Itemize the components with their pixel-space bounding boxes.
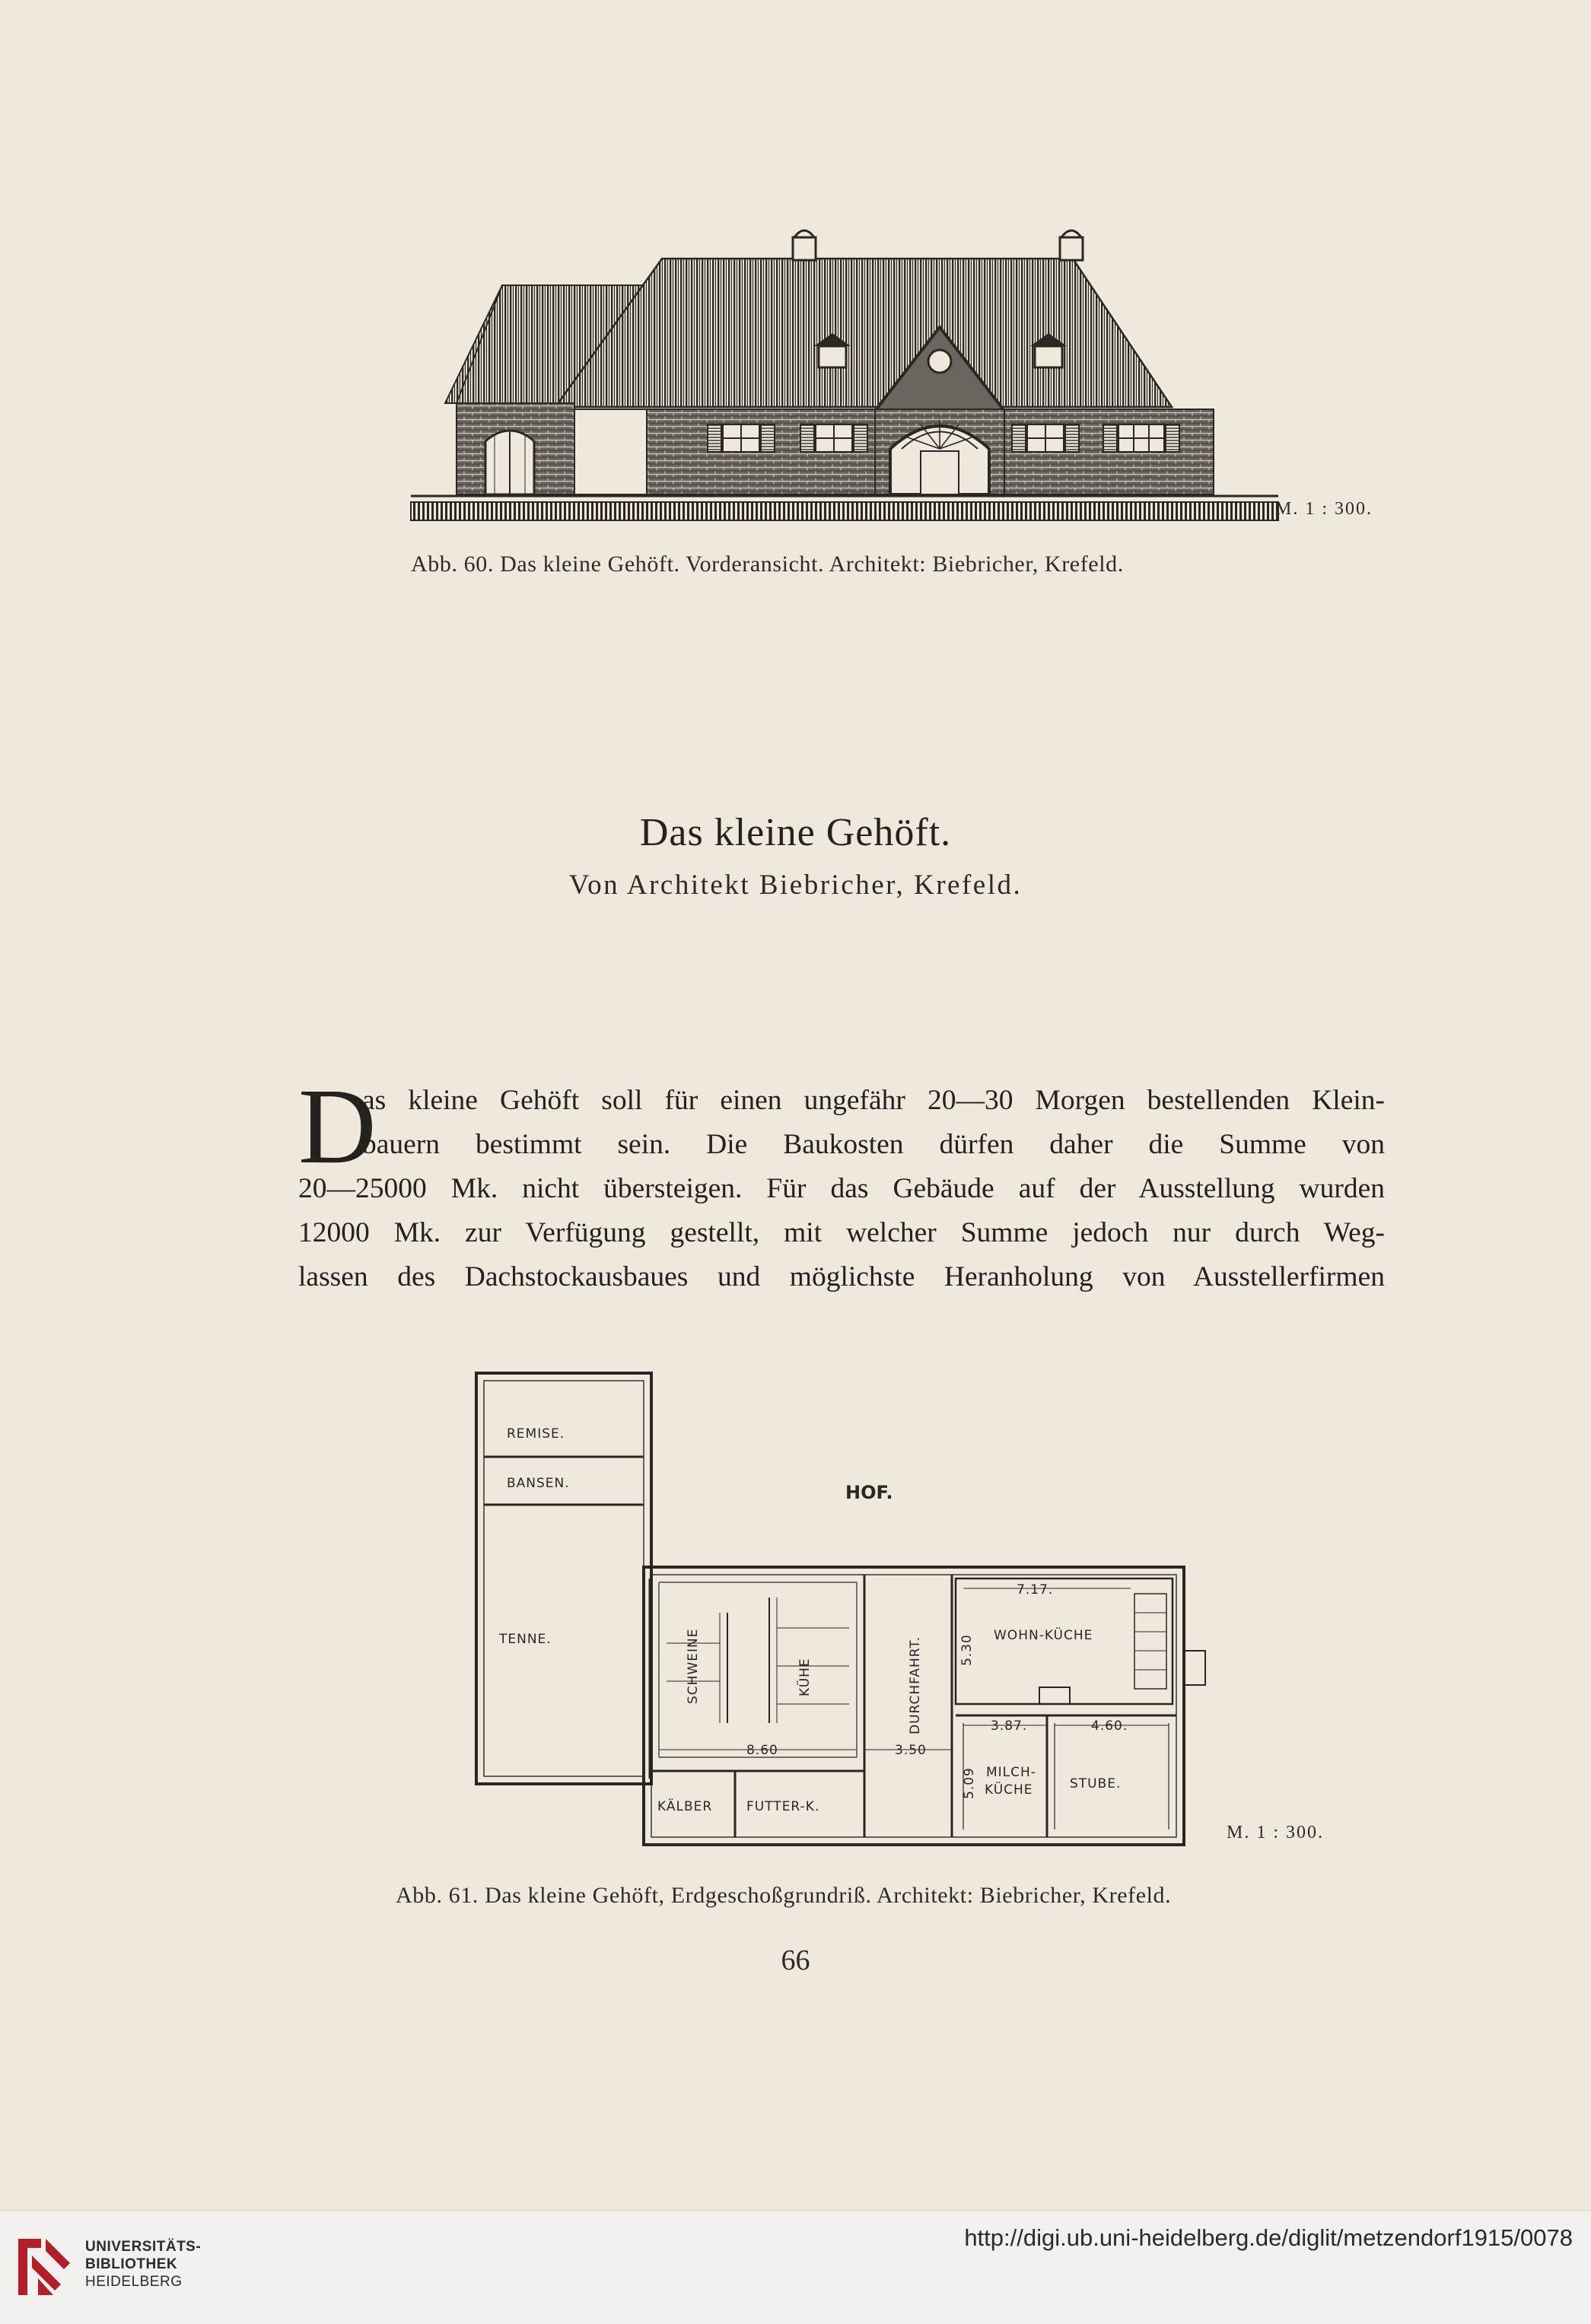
room-milchkueche: KÜCHE	[985, 1782, 1033, 1798]
dim-530: 5.30	[959, 1634, 975, 1666]
room-tenne: TENNE.	[499, 1632, 552, 1647]
dim-460: 4.60.	[1091, 1718, 1128, 1734]
permalink-url[interactable]: http://digi.ub.uni-heidelberg.de/diglit/metzendorf1915/0078	[964, 2224, 1573, 2251]
body-line: lassen des Dachstockausbaues und möglichste Heranholung von Ausstellerfirmen	[298, 1261, 1385, 1292]
room-stube: STUBE.	[1070, 1776, 1122, 1791]
dim-350: 3.50	[895, 1743, 927, 1758]
body-line: bauern bestimmt sein. Die Baukosten dürfen daher die Summe von	[362, 1129, 1385, 1160]
dim-387: 3.87.	[991, 1718, 1028, 1734]
body-line: 12000 Mk. zur Verfügung gestellt, mit welcher Summe jedoch nur durch Weg-	[298, 1217, 1385, 1248]
dim-860: 8.60	[746, 1743, 778, 1758]
room-wohnkueche: WOHN-KÜCHE	[994, 1628, 1093, 1643]
floor-plan-scale-label: M. 1 : 300.	[1227, 1823, 1325, 1842]
body-line: 20—25000 Mk. nicht übersteigen. Für das Gebäude auf der Ausstellung wurden	[298, 1173, 1385, 1204]
library-name-line2: BIBLIOTHEK	[85, 2256, 178, 2272]
elevation-scale-label: M. 1 : 300.	[1275, 499, 1373, 519]
floor-plan-drawing	[469, 1362, 1230, 1871]
room-milch: MILCH-	[986, 1765, 1036, 1780]
article-body	[298, 1066, 1385, 1299]
library-name-line1: UNIVERSITÄTS-	[85, 2239, 202, 2255]
article-subtitle: Von Architekt Biebricher, Krefeld.	[568, 870, 1023, 901]
room-bansen: BANSEN.	[507, 1476, 570, 1491]
room-remise: REMISE.	[507, 1426, 565, 1442]
room-schweine: SCHWEINE	[686, 1628, 701, 1704]
article-title: Das kleine Gehöft.	[639, 811, 952, 854]
library-name	[85, 2238, 201, 2291]
room-durchfahrt: DURCHFAHRT.	[908, 1636, 923, 1734]
room-kuehe: KÜHE	[797, 1658, 813, 1696]
house-elevation-drawing	[403, 221, 1286, 540]
university-library-logo-icon	[15, 2233, 73, 2301]
library-name-line3: HEIDELBERG	[85, 2274, 183, 2290]
drop-cap: D	[298, 1066, 377, 1186]
dim-717: 7.17.	[1017, 1582, 1054, 1598]
room-futterk: FUTTER-K.	[746, 1799, 820, 1814]
figure-60-caption: Abb. 60. Das kleine Gehöft. Vorderansicht. Architekt: Biebricher, Krefeld.	[411, 552, 1124, 577]
hof-label: HOF.	[845, 1482, 893, 1503]
room-kaelber: KÄLBER	[657, 1799, 713, 1814]
dim-509: 5.09	[962, 1767, 977, 1799]
page-number: 66	[781, 1944, 810, 1976]
body-line: as kleine Gehöft soll für einen ungefähr 20—30 Morgen bestellenden Klein-	[362, 1085, 1385, 1116]
figure-61-caption: Abb. 61. Das kleine Gehöft, Erdgeschoßgrundriß. Architekt: Biebricher, Krefeld.	[396, 1883, 1172, 1908]
